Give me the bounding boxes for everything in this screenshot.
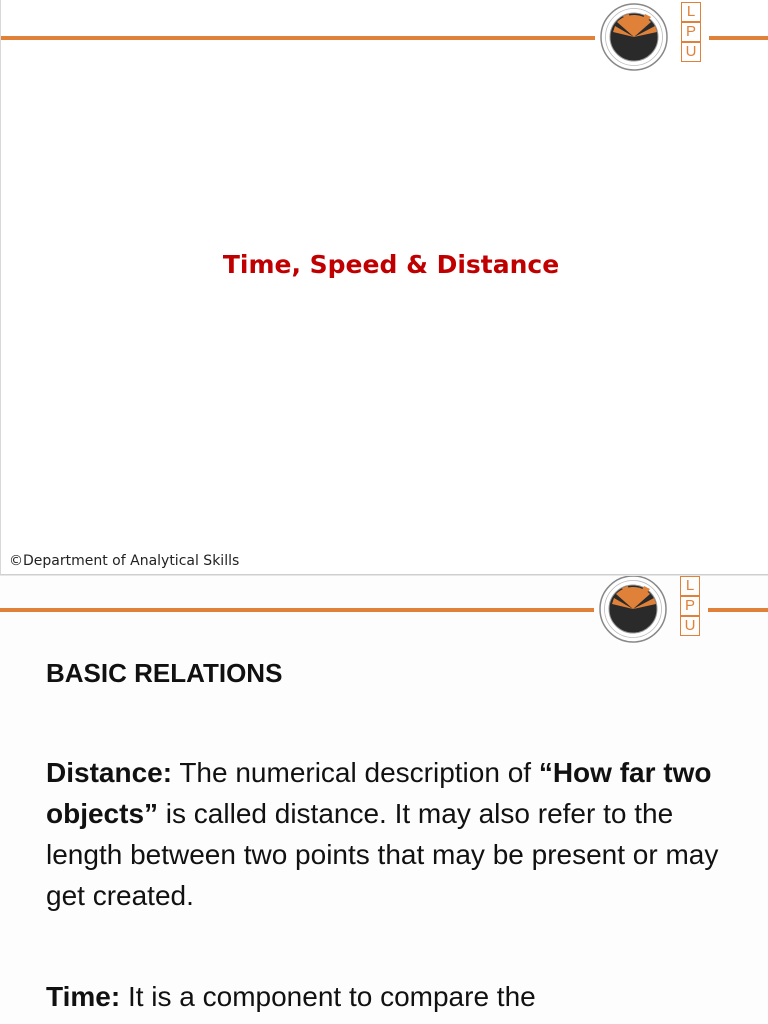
footer-copyright: ©Department of Analytical Skills bbox=[9, 553, 240, 569]
header-rule-left bbox=[0, 608, 594, 612]
distance-quote: “How far two objects” bbox=[46, 757, 712, 829]
header-rule-left bbox=[1, 36, 595, 40]
slide-title: Time, Speed & Distance bbox=[222, 250, 560, 279]
time-text-a: It is a component to compare the bbox=[120, 981, 536, 1012]
logo-letter-l: L bbox=[680, 576, 700, 596]
header-rule-right bbox=[708, 608, 768, 612]
content-slide bbox=[0, 576, 768, 1024]
university-seal-logo bbox=[599, 2, 669, 72]
header-rule-right bbox=[709, 36, 768, 40]
time-term: Time: bbox=[46, 981, 121, 1012]
distance-term: Distance: bbox=[46, 757, 173, 788]
logo-letter-u: U bbox=[680, 616, 700, 636]
time-definition bbox=[46, 976, 746, 1017]
distance-text-b: is called distance. It may also refer to the length between two points that may be present or may get created. bbox=[46, 798, 719, 911]
section-heading: BASIC RELATIONS bbox=[46, 658, 283, 688]
logo-letter-p: P bbox=[681, 22, 701, 42]
logo-letter-p: P bbox=[680, 596, 700, 616]
distance-definition bbox=[46, 752, 746, 916]
university-seal-logo bbox=[598, 576, 668, 644]
logo-letter-l: L bbox=[681, 2, 701, 22]
distance-text-a: The numerical description of bbox=[172, 757, 539, 788]
logo-letter-u: U bbox=[681, 42, 701, 62]
